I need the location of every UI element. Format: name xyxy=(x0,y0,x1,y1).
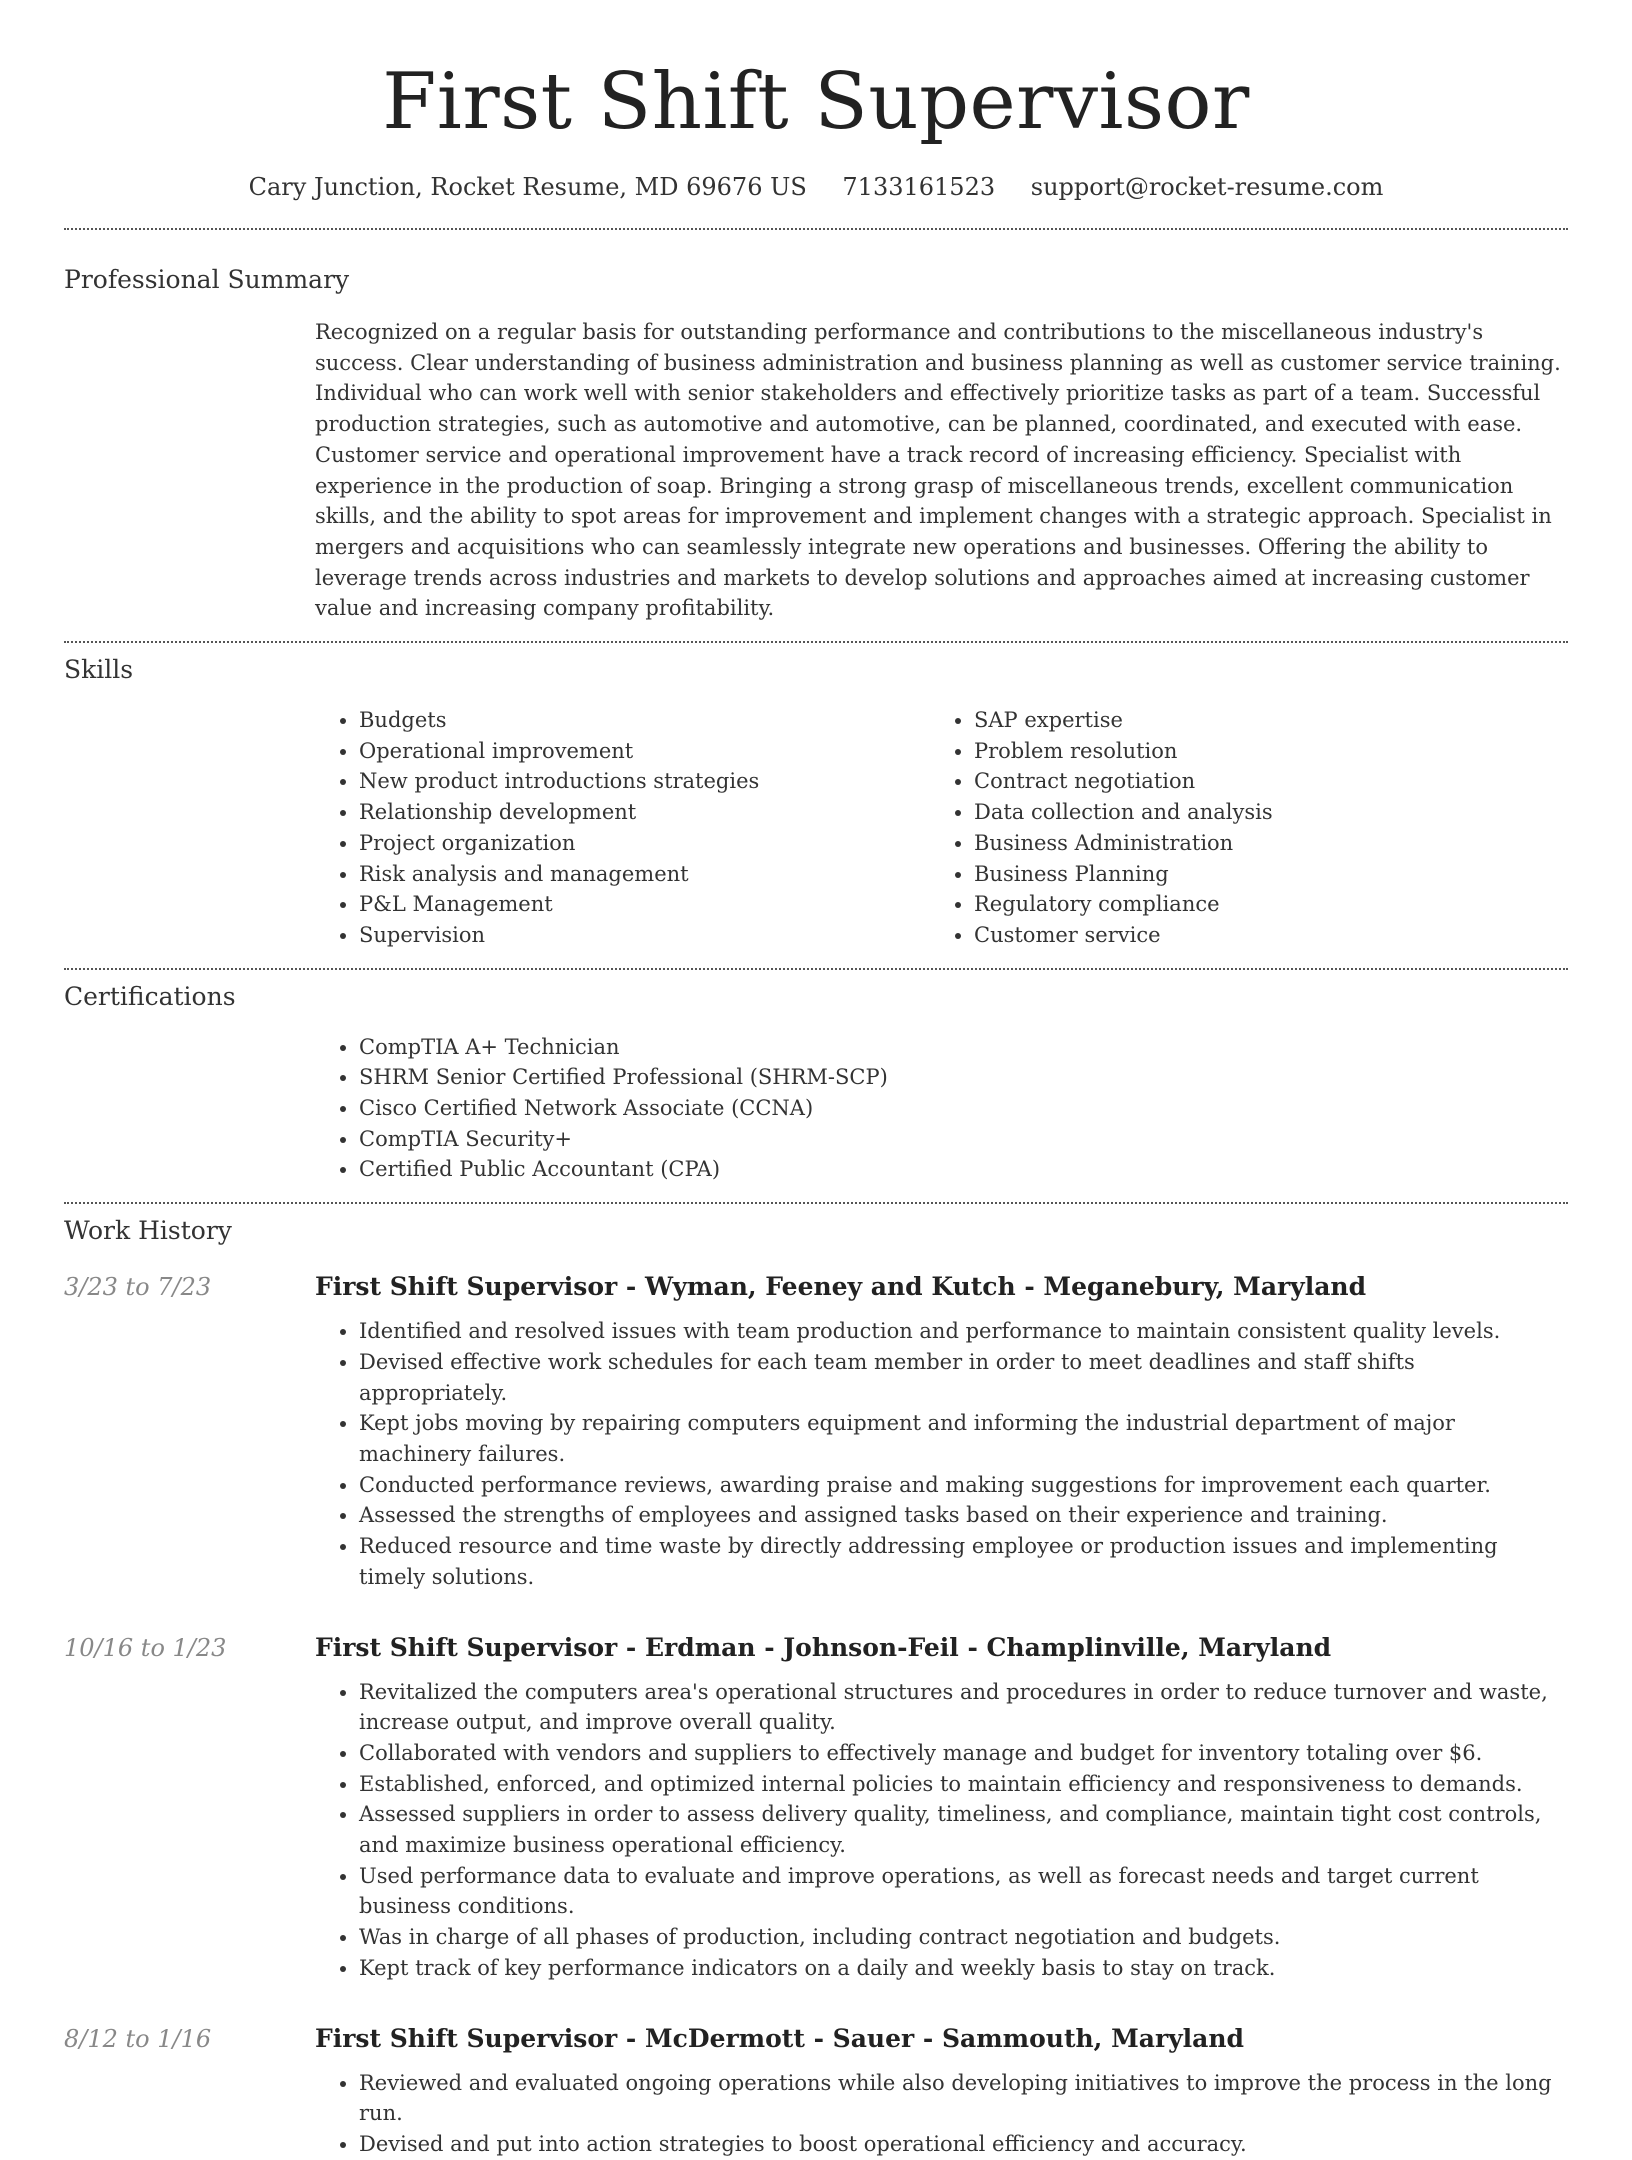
job-main xyxy=(315,1631,1568,1984)
skill-item: • Relationship development xyxy=(359,797,930,828)
certifications-body xyxy=(315,1032,1568,1186)
skills-right-list xyxy=(930,705,1545,951)
skill-item: • Operational improvement xyxy=(359,736,930,767)
skills-right-column xyxy=(930,705,1545,951)
job-bullets xyxy=(315,1316,1568,1592)
work-history-section xyxy=(64,1204,1568,2159)
certification-item: • CompTIA A+ Technician xyxy=(359,1032,1568,1063)
job-entry xyxy=(64,2022,1568,2160)
summary-body xyxy=(315,317,1568,624)
certification-item: • Cisco Certified Network Associate (CCNA) xyxy=(359,1093,1568,1124)
work-history-heading: Work History xyxy=(64,1216,232,1246)
job-bullet: • Used performance data to evaluate and improve operations, as well as forecast needs and target current business conditions. xyxy=(359,1861,1568,1922)
skills-section xyxy=(64,643,1568,951)
summary-heading: Professional Summary xyxy=(64,265,350,294)
skill-item: • Problem resolution xyxy=(974,736,1545,767)
skills-heading: Skills xyxy=(64,655,134,685)
job-bullet: • Was in charge of all phases of production, including contract negotiation and budgets. xyxy=(359,1922,1568,1953)
job-bullet: • Identified and resolved issues with team production and performance to maintain consistent quality levels. xyxy=(359,1316,1568,1347)
job-bullet: • Revitalized the computers area's operational structures and procedures in order to reduce turnover and waste, increase output, and improve overall quality. xyxy=(359,1677,1568,1738)
job-main xyxy=(315,2022,1568,2160)
skills-left-list xyxy=(315,705,930,951)
summary-section xyxy=(64,230,1568,624)
job-title: First Shift Supervisor - Wyman, Feeney and Kutch - Meganebury, Maryland xyxy=(315,1272,1367,1302)
skill-item: • Business Planning xyxy=(974,859,1545,890)
job-bullet: • Devised effective work schedules for each team member in order to meet deadlines and staff shifts appropriately. xyxy=(359,1347,1568,1408)
job-dates: 10/16 to 1/23 xyxy=(64,1633,227,1662)
certifications-list xyxy=(315,1032,1568,1186)
job-title: First Shift Supervisor - Erdman - Johnson-Feil - Champlinville, Maryland xyxy=(315,1632,1332,1662)
contact-line xyxy=(64,170,1568,204)
skill-item: • Data collection and analysis xyxy=(974,797,1545,828)
job-bullet: • Established, enforced, and optimized internal policies to maintain efficiency and responsiveness to demands. xyxy=(359,1769,1568,1800)
job-entry xyxy=(64,1270,1568,1592)
job-bullet: • Assessed the strengths of employees and assigned tasks based on their experience and training. xyxy=(359,1500,1568,1531)
job-bullet: • Devised and put into action strategies to boost operational efficiency and accuracy. xyxy=(359,2129,1568,2160)
certification-item: • Certified Public Accountant (CPA) xyxy=(359,1154,1568,1185)
job-bullet: • Collaborated with vendors and suppliers to effectively manage and budget for inventory totaling over $6. xyxy=(359,1738,1568,1769)
skill-item: • Contract negotiation xyxy=(974,766,1545,797)
skills-left-column xyxy=(315,705,930,951)
job-bullet: • Assessed suppliers in order to assess delivery quality, timeliness, and compliance, maintain tight cost controls, and maximize business operational efficiency. xyxy=(359,1799,1568,1860)
certification-item: • SHRM Senior Certified Professional (SHRM-SCP) xyxy=(359,1062,1568,1093)
skills-grid xyxy=(315,705,1568,951)
job-bullets xyxy=(315,2068,1568,2160)
job-entry xyxy=(64,1631,1568,1984)
job-bullet: • Conducted performance reviews, awarding praise and making suggestions for improvement each quarter. xyxy=(359,1470,1568,1501)
skill-item: • Customer service xyxy=(974,920,1545,951)
contact-phone: 7133161523 xyxy=(842,173,996,201)
job-bullet: • Reduced resource and time waste by directly addressing employee or production issues and implementing timely solutions. xyxy=(359,1531,1568,1592)
skill-item: • Project organization xyxy=(359,828,930,859)
summary-text: Recognized on a regular basis for outstanding performance and contributions to the miscellaneous industry's success. Clear understanding of business administration and business planning as well as customer service training. Individual who can work well with senior stakeholders and effectively prioritize tasks as part of a team. Successful production strategies, such as automotive and automotive, can be planned, coordinated, and executed with ease. Customer service and operational improvement have a track record of increasing efficiency. Specialist with experience in the production of soap. Bringing a strong grasp of miscellaneous trends, excellent communication skills, and the ability to spot areas for improvement and implement changes with a strategic approach. Specialist in mergers and acquisitions who can seamlessly integrate new operations and businesses. Offering the ability to leverage trends across industries and markets to develop solutions and approaches aimed at increasing customer value and increasing company profitability. xyxy=(315,320,1561,621)
skill-item: • Risk analysis and management xyxy=(359,859,930,890)
skill-item: • Business Administration xyxy=(974,828,1545,859)
job-main xyxy=(315,1270,1568,1592)
job-dates: 8/12 to 1/16 xyxy=(64,2024,212,2053)
job-bullet: • Kept jobs moving by repairing computers equipment and informing the industrial department of major machinery failures. xyxy=(359,1408,1568,1469)
skill-item: • Regulatory compliance xyxy=(974,889,1545,920)
certification-item: • CompTIA Security+ xyxy=(359,1124,1568,1155)
job-bullet: • Kept track of key performance indicators on a daily and weekly basis to stay on track. xyxy=(359,1953,1568,1984)
skill-item: • SAP expertise xyxy=(974,705,1545,736)
certifications-heading: Certifications xyxy=(64,981,236,1011)
job-bullet: • Reviewed and evaluated ongoing operations while also developing initiatives to improve the process in the long run. xyxy=(359,2068,1568,2129)
skill-item: • New product introductions strategies xyxy=(359,766,930,797)
contact-email: support@rocket-resume.com xyxy=(1030,173,1384,201)
certifications-section xyxy=(64,970,1568,1186)
contact-address: Cary Junction, Rocket Resume, MD 69676 US xyxy=(248,173,807,201)
job-title: First Shift Supervisor - McDermott - Sauer - Sammouth, Maryland xyxy=(315,2023,1245,2053)
skill-item: • P&L Management xyxy=(359,889,930,920)
resume-title: First Shift Supervisor xyxy=(382,57,1250,147)
skill-item: • Budgets xyxy=(359,705,930,736)
job-bullets xyxy=(315,1677,1568,1984)
job-dates: 3/23 to 7/23 xyxy=(64,1273,212,1302)
skill-item: • Supervision xyxy=(359,920,930,951)
